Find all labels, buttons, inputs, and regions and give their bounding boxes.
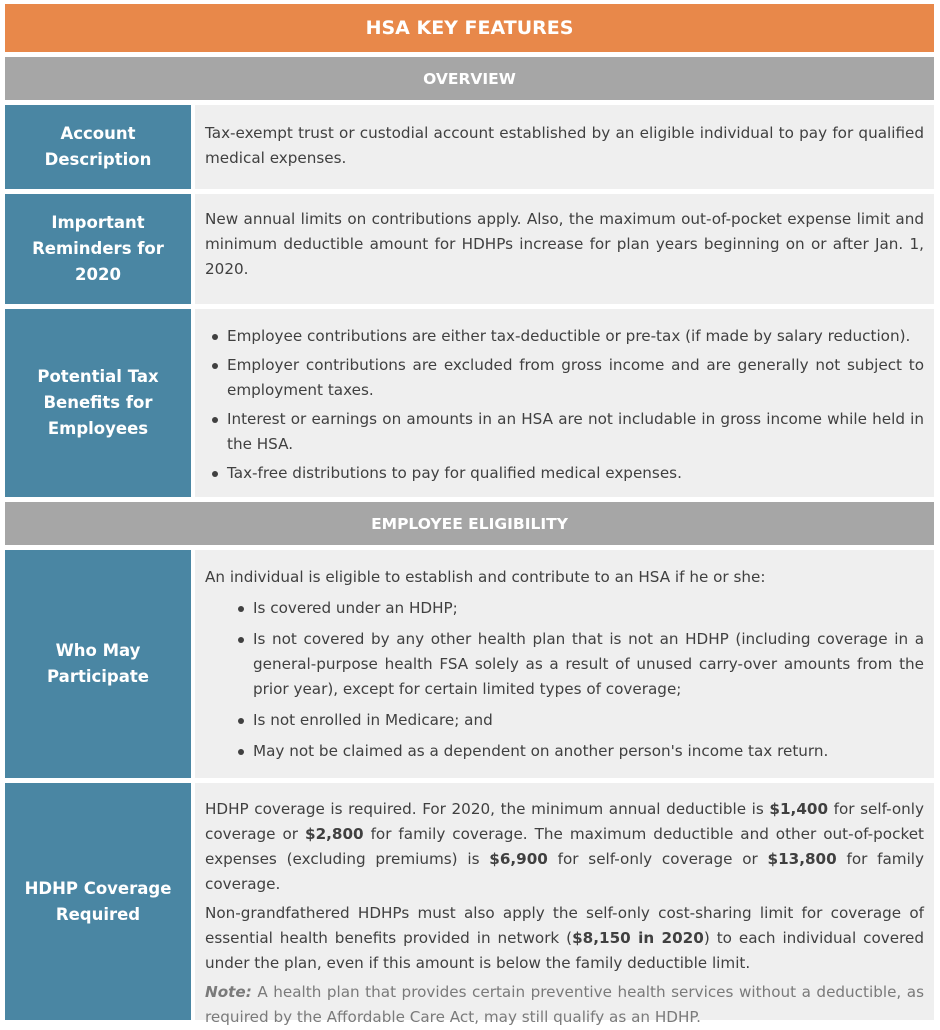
amount-value: $1,400 <box>769 800 829 818</box>
row-who-may-participate <box>5 550 934 778</box>
paragraph-deductibles <box>205 797 924 897</box>
row-label <box>5 194 191 304</box>
text-segment: for family coverage. <box>205 850 924 893</box>
row-label-line: Reminders for <box>32 239 164 258</box>
row-account-description <box>5 105 934 189</box>
paragraph-cost-sharing <box>205 901 924 976</box>
row-label <box>5 783 191 1020</box>
row-label-line: HDHP Coverage <box>24 878 172 898</box>
note-text: A health plan that provides certain preventive health services without a deductible, as required by the Affordable Care Act, may still qualify as an HDHP. <box>205 983 924 1026</box>
text-segment: for self-only coverage or <box>205 800 924 843</box>
row-label-line: Who May <box>55 641 141 660</box>
row-content <box>195 105 934 189</box>
list-item: Employee contributions are either tax-deductible or pre-tax (if made by salary reduction). <box>205 324 924 349</box>
row-intro: An individual is eligible to establish and contribute to an HSA if he or she: <box>205 568 766 586</box>
section-header-overview: OVERVIEW <box>5 57 934 100</box>
list-item: Is not covered by any other health plan that is not an HDHP (including coverage in a general-purpose health FSA solely as a result of unused carry-over amounts from the prior year), except for certain limited types of coverage; <box>231 627 924 702</box>
row-content <box>195 783 934 1026</box>
row-label-line: Employees <box>47 419 149 438</box>
row-content <box>195 309 934 497</box>
text-segment: ) to each individual covered under the plan, even if this amount is below the family deductible limit. <box>205 929 924 972</box>
amount-value: $8,150 in 2020 <box>572 929 704 947</box>
note-label: Note: <box>205 983 252 1001</box>
list-item: Is not enrolled in Medicare; and <box>231 708 924 733</box>
row-label-line: Account <box>60 124 136 143</box>
row-label-line: Required <box>55 904 141 924</box>
text-segment: Non-grandfathered HDHPs must also apply the self-only cost-sharing limit for coverage of essential health benefits provided in network ( <box>205 904 924 947</box>
bullet-list <box>205 596 924 764</box>
row-label-line: Participate <box>47 667 149 686</box>
list-item: Is covered under an HDHP; <box>231 596 924 621</box>
text-segment: for family coverage. The maximum deductible and other out-of-pocket expenses (excluding premiums) is <box>205 825 924 868</box>
list-item: Tax-free distributions to pay for qualified medical expenses. <box>205 461 924 486</box>
row-label-line: Potential Tax <box>37 367 159 386</box>
amount-value: $6,900 <box>489 850 548 868</box>
row-hdhp-coverage <box>5 783 934 1026</box>
page-title: HSA KEY FEATURES <box>5 4 934 52</box>
amount-value: $2,800 <box>305 825 364 843</box>
row-label <box>5 105 191 189</box>
text-segment: for self-only coverage or <box>547 850 768 868</box>
list-item: May not be claimed as a dependent on another person's income tax return. <box>231 739 924 764</box>
row-label-line: 2020 <box>75 265 121 284</box>
row-label-line: Important <box>51 213 145 232</box>
row-label <box>5 550 191 778</box>
row-text: Tax-exempt trust or custodial account established by an eligible individual to pay for qualified medical expenses. <box>205 124 924 167</box>
row-label-line: Benefits for <box>43 393 153 412</box>
section-header-eligibility: EMPLOYEE ELIGIBILITY <box>5 502 934 545</box>
list-item: Employer contributions are excluded from gross income and are generally not subject to employment taxes. <box>205 353 924 403</box>
row-text: New annual limits on contributions apply. Also, the maximum out-of-pocket expense limit and minimum deductible amount for HDHPs increase for plan years beginning on or after Jan. 1, 2020. <box>205 210 924 278</box>
row-important-reminders <box>5 194 934 304</box>
row-tax-benefits <box>5 309 934 497</box>
row-label <box>5 309 191 497</box>
row-label-line: Description <box>44 150 152 169</box>
text-segment: HDHP coverage is required. For 2020, the minimum annual deductible is <box>205 800 770 818</box>
amount-value: $13,800 <box>767 850 837 868</box>
paragraph-note <box>205 980 924 1030</box>
bullet-list <box>205 324 924 486</box>
list-item: Interest or earnings on amounts in an HSA are not includable in gross income while held in the HSA. <box>205 407 924 457</box>
row-content <box>195 194 934 304</box>
row-content <box>195 550 934 778</box>
